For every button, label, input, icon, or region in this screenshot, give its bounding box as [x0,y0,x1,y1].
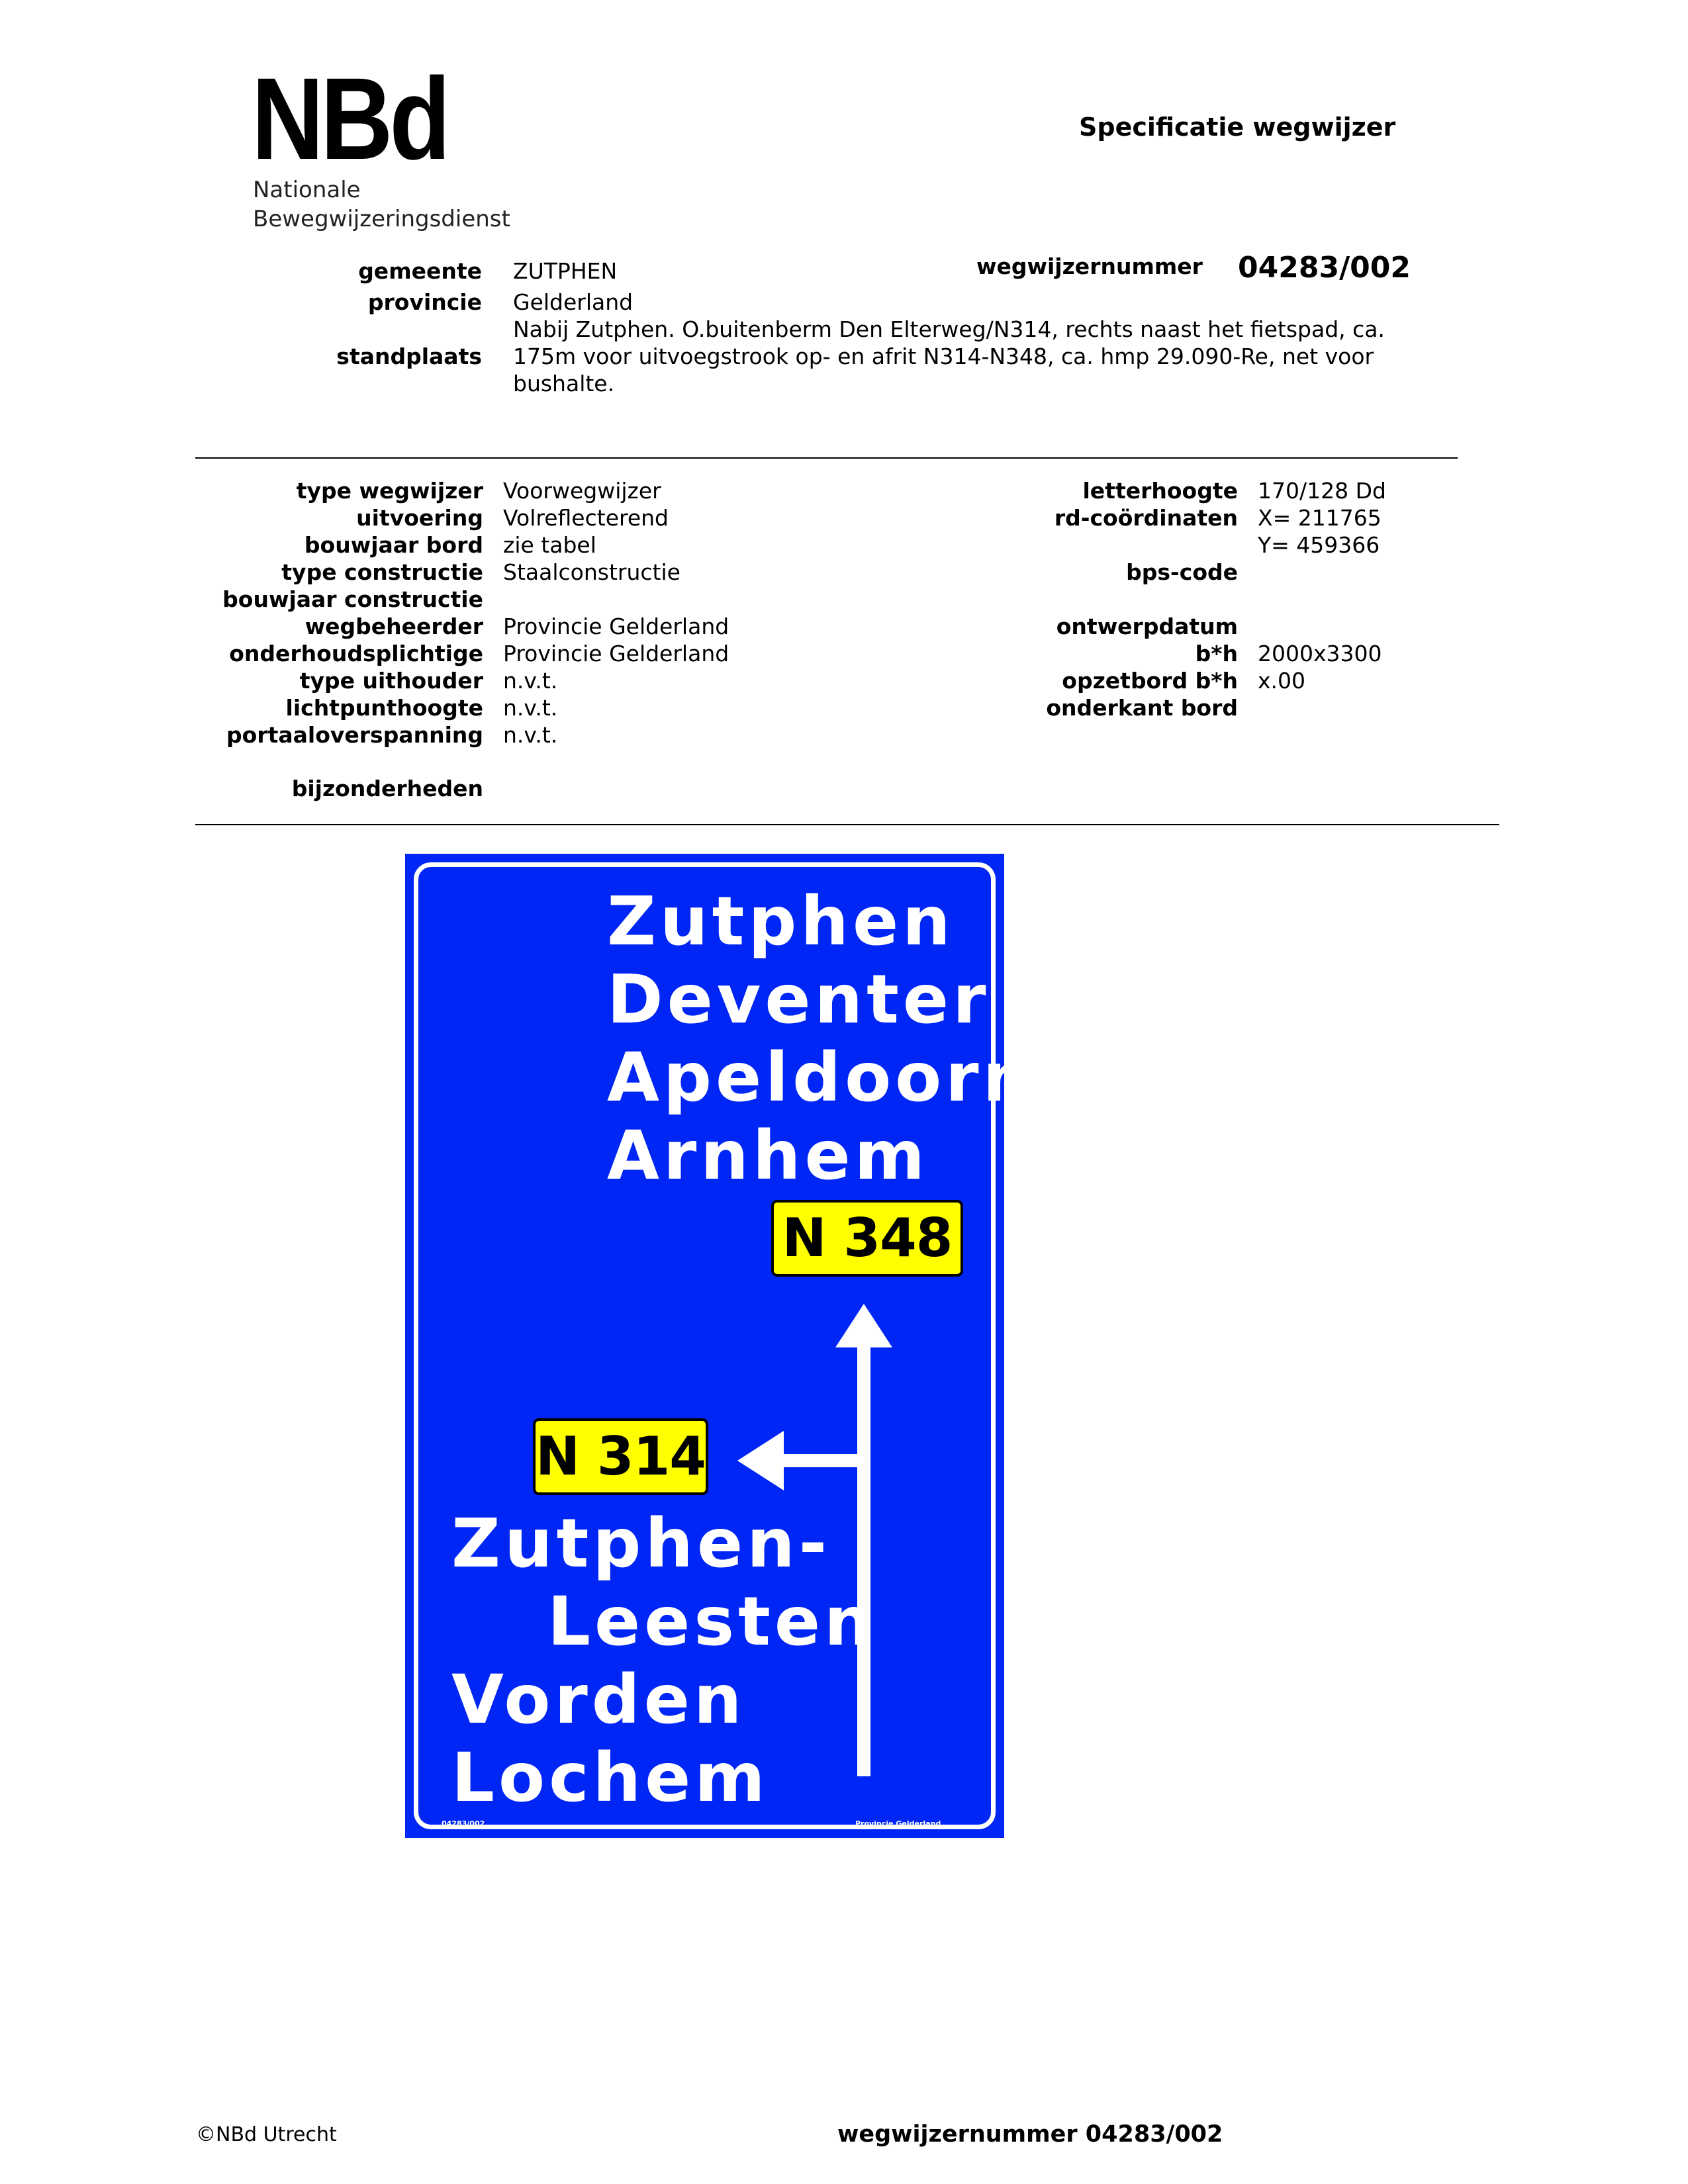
sign-destination: Vorden [451,1661,746,1739]
sign-destination: Zutphen- [451,1504,831,1583]
standplaats-line: 175m voor uitvoegstrook op- en afrit N314-N348, ca. hmp 29.090-Re, net voor [513,343,1374,369]
footer-wegwijzernummer: wegwijzernummer 04283/002 [837,2121,1223,2148]
gemeente-label: gemeente [358,258,482,284]
provincie-label: provincie [367,289,482,315]
spec-label: letterhoogte [1082,478,1238,504]
spec-value: n.v.t. [503,695,558,721]
route-shield-n314: N 314 [533,1418,708,1495]
spec-value: Provincie Gelderland [503,614,729,639]
spec-value: Y= 459366 [1258,532,1380,558]
spec-value: Volreflecterend [503,505,669,531]
left-arrow-icon [737,1431,860,1490]
sign-destination: Leesten [547,1582,876,1661]
org-name-line2: Bewegwijzeringsdienst [253,206,510,232]
route-shield-n348: N 348 [771,1200,963,1277]
spec-value: Voorwegwijzer [503,478,661,504]
gemeente-value: ZUTPHEN [513,258,618,284]
sign-destination: Apeldoorn [607,1038,1035,1117]
spec-label: onderhoudsplichtige [229,641,483,666]
spec-label: type uithouder [299,668,483,694]
spec-label: ontwerpdatum [1056,614,1238,639]
document-title: Specificatie wegwijzer [1079,113,1396,142]
divider-bottom [195,824,1499,825]
spec-label: opzetbord b*h [1062,668,1238,694]
sign-destination: Lochem [451,1739,769,1817]
wegwijzernummer-value: 04283/002 [1238,251,1411,285]
provincie-value: Gelderland [513,289,633,315]
sign-destination: Deventer [607,960,990,1039]
spec-value: Staalconstructie [503,559,680,585]
road-sign [405,854,1035,1838]
spec-value: 2000x3300 [1258,641,1382,666]
sign-destination: Arnhem [607,1116,929,1195]
spec-label: b*h [1195,641,1238,666]
spec-label: portaaloverspanning [226,722,483,748]
divider-top [195,457,1458,459]
spec-label: lichtpunthoogte [285,695,483,721]
footer-copyright: ©NBd Utrecht [196,2123,337,2146]
spec-label: bouwjaar constructie [222,586,483,612]
spec-value: x.00 [1258,668,1306,694]
spec-label: uitvoering [356,505,483,531]
spec-label: type wegwijzer [296,478,483,504]
spec-label: bouwjaar bord [304,532,483,558]
spec-value: X= 211765 [1258,505,1382,531]
spec-label: bijzonderheden [291,776,483,801]
spec-label: wegbeheerder [305,614,483,639]
spec-value: Provincie Gelderland [503,641,729,666]
spec-label: bps-code [1126,559,1238,585]
spec-value: n.v.t. [503,668,558,694]
straight-arrow-icon [835,1304,892,1776]
spec-label: onderkant bord [1046,695,1238,721]
spec-value: zie tabel [503,532,596,558]
spec-label: rd-coördinaten [1054,505,1238,531]
standplaats-line: Nabij Zutphen. O.buitenberm Den Elterweg/N314, rechts naast het fietspad, ca. [513,316,1385,342]
sign-footer-number: 04283/002 [442,1819,485,1828]
standplaats-label: standplaats [336,343,482,369]
spec-label: type constructie [281,559,483,585]
spec-value: n.v.t. [503,722,558,748]
sign-footer-owner: Provincie Gelderland [855,1819,941,1828]
nbd-logo: NBd [252,54,447,184]
org-name-line1: Nationale [253,177,361,203]
wegwijzernummer-label: wegwijzernummer [976,253,1203,279]
standplaats-line: bushalte. [513,371,615,396]
spec-value: 170/128 Dd [1258,478,1386,504]
sign-destination: Zutphen [607,882,955,961]
